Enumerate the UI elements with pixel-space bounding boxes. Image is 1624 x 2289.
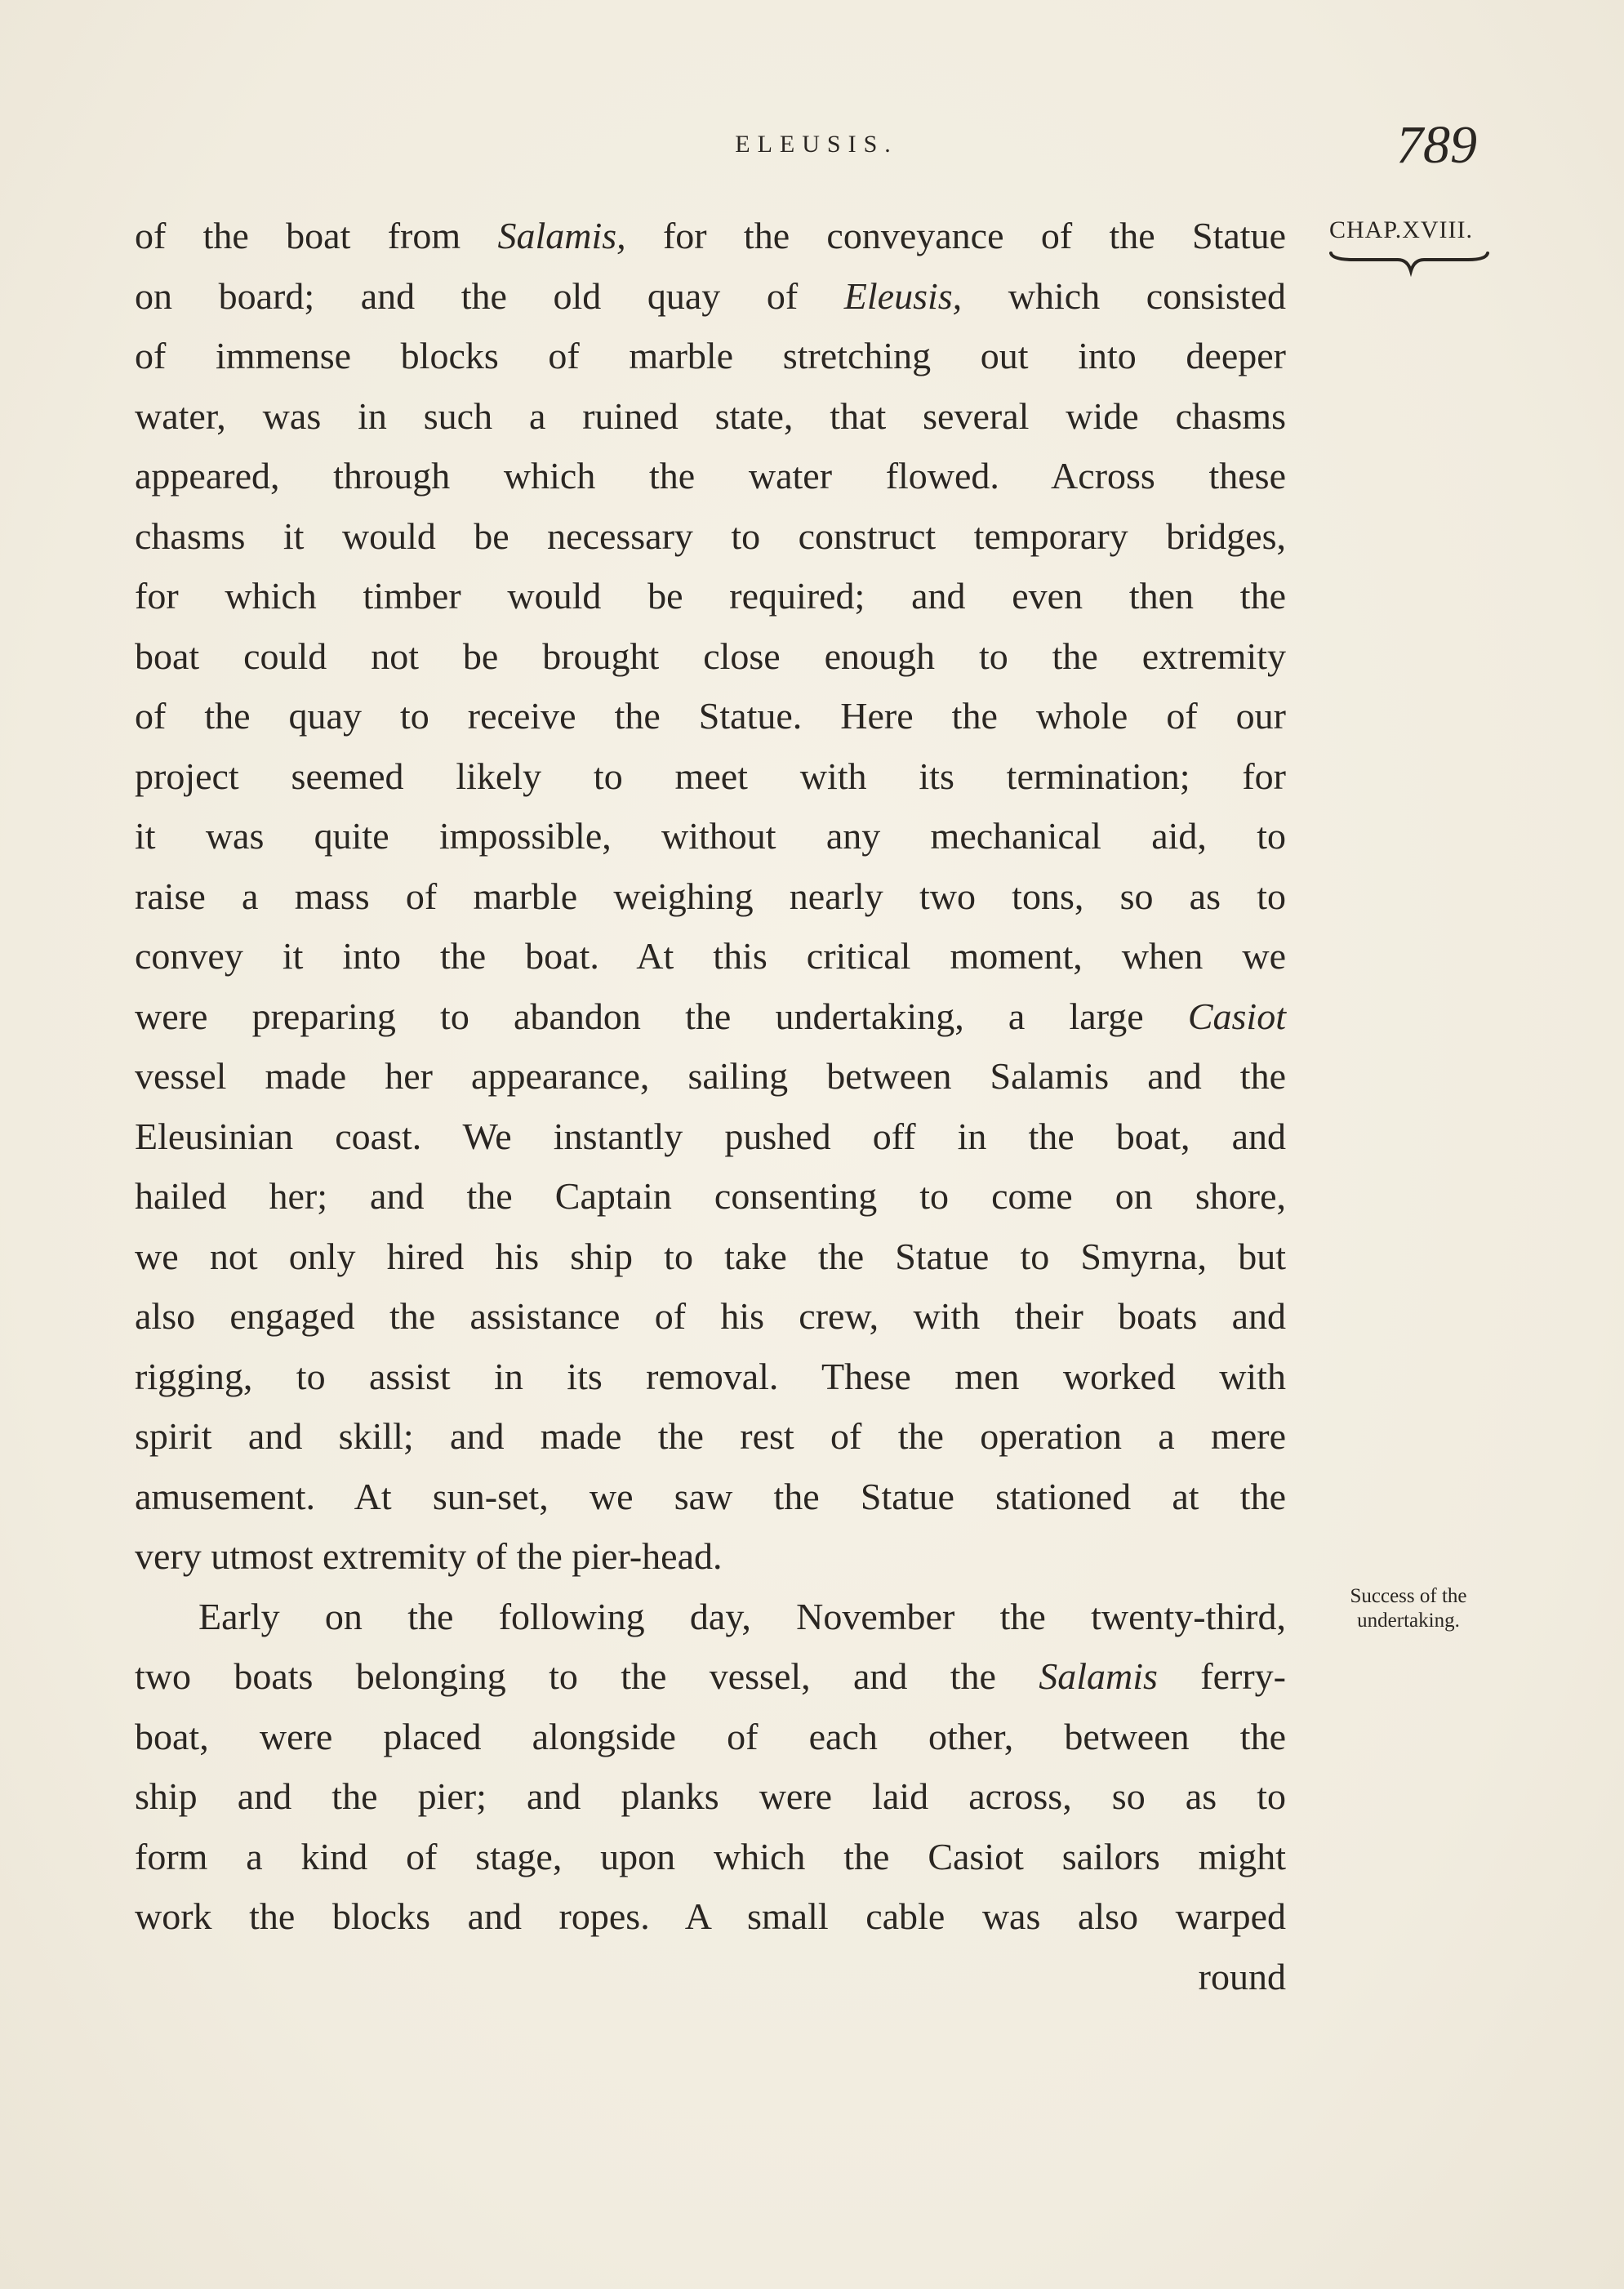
text-line: [135, 1046, 1286, 1107]
text-run: appeared, through which the water flowed. Across these: [135, 455, 1286, 497]
text-line: [135, 746, 1286, 807]
text-run: project seemed likely to meet with its termination; for: [135, 755, 1286, 797]
text-line: [135, 1766, 1286, 1827]
text-line: [135, 1587, 1286, 1647]
text-run: ferry-: [1157, 1655, 1286, 1697]
text-line: [135, 1227, 1286, 1287]
text-line: [135, 806, 1286, 866]
text-run: Early on the following day, November the twenty-third,: [198, 1595, 1286, 1637]
text-line: [135, 1886, 1286, 1947]
text-line: [135, 1166, 1286, 1227]
text-line: [135, 1107, 1286, 1167]
text-run: boat, were placed alongside of each other, between the: [135, 1715, 1286, 1757]
text-line: [135, 266, 1286, 327]
text-run: water, was in such a ruined state, that several wide chasms: [135, 394, 1286, 437]
text-run: form a kind of stage, upon which the Casiot sailors might: [135, 1835, 1286, 1877]
text-run: also engaged the assistance of his crew, with their boats and: [135, 1295, 1286, 1337]
text-run: on board; and the old quay of: [135, 274, 844, 317]
text-run: two boats belonging to the vessel, and the: [135, 1655, 1039, 1697]
italic-text-run: Salamis: [1039, 1655, 1158, 1697]
text-run: we not only hired his ship to take the Statue to Smyrna, but: [135, 1235, 1286, 1277]
text-line: [135, 386, 1286, 447]
text-line: [135, 1526, 1286, 1587]
text-line: [135, 1707, 1286, 1767]
text-run: were preparing to abandon the undertaking, a large: [135, 995, 1188, 1037]
text-run: work the blocks and ropes. A small cable was also warped: [135, 1895, 1286, 1937]
italic-text-run: Casiot: [1187, 995, 1286, 1037]
text-line: [135, 1406, 1286, 1467]
text-run: for which timber would be required; and even then the: [135, 575, 1286, 617]
text-run: of immense blocks of marble stretching out into deeper: [135, 335, 1286, 376]
text-run: for the conveyance of the Statue: [625, 215, 1286, 256]
marginal-note: Success of the undertaking.: [1350, 1585, 1467, 1632]
text-line: [135, 446, 1286, 506]
text-run: raise a mass of marble weighing nearly two tons, so as to: [135, 875, 1286, 917]
text-run: of the quay to receive the Statue. Here the whole of our: [135, 695, 1286, 737]
text-line: [135, 1646, 1286, 1707]
text-run: vessel made her appearance, sailing between Salamis and the: [135, 1055, 1286, 1097]
text-line: [135, 1827, 1286, 1887]
italic-text-run: Eleusis,: [843, 274, 963, 317]
text-run: which consisted: [962, 274, 1286, 317]
text-run: Eleusinian coast. We instantly pushed off in the boat, and: [135, 1115, 1286, 1157]
text-run: very utmost extremity of the pier-head.: [135, 1535, 723, 1577]
text-line: [135, 566, 1286, 626]
text-line: [135, 1286, 1286, 1347]
chapter-marginal-note: CHAP.XVIII.: [1329, 216, 1473, 243]
text-line: [135, 926, 1286, 986]
text-line: [135, 506, 1286, 567]
text-run: hailed her; and the Captain consenting to come on shore,: [135, 1175, 1286, 1217]
text-line: [135, 1347, 1286, 1407]
text-line: [135, 866, 1286, 927]
text-line: [135, 986, 1286, 1047]
text-run: chasms it would be necessary to construct temporary bridges,: [135, 514, 1286, 557]
text-run: rigging, to assist in its removal. These men worked with: [135, 1355, 1286, 1397]
text-run: convey it into the boat. At this critical moment, when we: [135, 935, 1286, 977]
text-run: ship and the pier; and planks were laid across, so as to: [135, 1775, 1286, 1817]
text-line: [135, 686, 1286, 746]
text-run: of the boat from: [135, 215, 498, 256]
text-line: [135, 1947, 1286, 2007]
italic-text-run: Salamis,: [497, 215, 626, 256]
text-run: amusement. At sun-set, we saw the Statue stationed at the: [135, 1475, 1286, 1517]
text-run: boat could not be brought close enough to the extremity: [135, 635, 1286, 677]
text-run: round: [1198, 1955, 1286, 1997]
body-text: [135, 206, 1286, 2006]
page-number: 789: [1396, 115, 1477, 175]
text-line: [135, 206, 1286, 266]
brace-ornament: [1329, 250, 1489, 278]
text-line: [135, 626, 1286, 687]
text-run: spirit and skill; and made the rest of the operation a mere: [135, 1415, 1286, 1457]
text-line: [135, 1467, 1286, 1527]
text-run: it was quite impossible, without any mechanical aid, to: [135, 815, 1286, 857]
text-line: [135, 326, 1286, 386]
running-title: ELEUSIS.: [735, 131, 898, 158]
